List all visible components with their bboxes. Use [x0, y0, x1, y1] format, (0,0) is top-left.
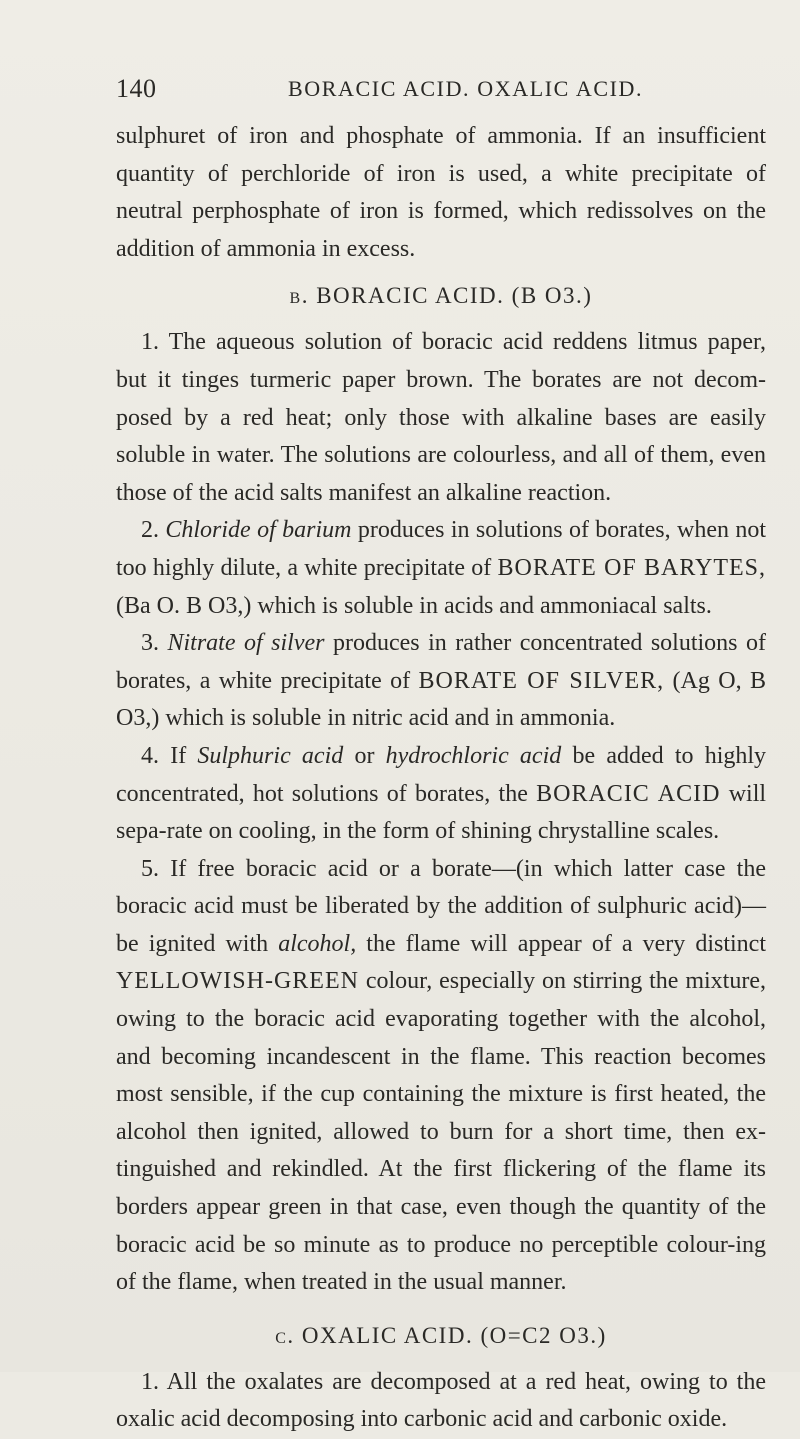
- paragraph-b2: [116, 512, 766, 625]
- running-title: BORACIC ACID. OXALIC ACID.: [288, 76, 644, 101]
- section-heading-boracic-acid: [116, 274, 766, 318]
- paragraph-b3: [116, 625, 766, 738]
- b5-text-2: the flame will appear of a very distinct: [366, 930, 766, 957]
- b2-tail: (Ba O. B O3,) which is soluble in acids and ammoniacal salts.: [116, 592, 712, 619]
- b2-reagent: Chloride of barium: [165, 517, 352, 544]
- paragraph-continuation: sulphuret of iron and phosphate of ammonia. If an insufficient quantity of perchloride of iron is used, a white precipitate of neutral perphosphate of iron is formed, which redissolves on the addition of ammonia in excess.: [116, 123, 766, 262]
- b4-text: be added to highly concentrated, hot solutions of borates, the: [116, 742, 767, 807]
- paragraph-b4: [116, 738, 766, 851]
- b5-colour: YELLOWISH-GREEN: [116, 968, 359, 995]
- b3-precipitate: BORATE OF SILVER,: [418, 667, 665, 694]
- paragraph-b5: [116, 851, 766, 1302]
- b3-number: 3.: [141, 630, 159, 657]
- b2-number: 2.: [141, 517, 159, 544]
- heading-boracic-label: b. BORACIC ACID. (B O3.): [289, 283, 593, 309]
- section-heading-oxalic-acid: [116, 1314, 766, 1358]
- page-number: 140: [116, 74, 157, 103]
- paragraph-c1: 1. All the oxalates are decomposed at a red heat, owing to the oxalic acid decomposing into carbonic acid and carbonic oxide.: [116, 1368, 766, 1433]
- b4-product: BORACIC ACID: [536, 780, 721, 807]
- b4-reagent-2: hydrochloric acid: [385, 742, 562, 769]
- b5-text-3: colour, especially on stirring the mixture, owing to the boracic acid evaporating together with the alcohol, and becoming incandescent in the flame. This reaction becomes most sensible, if the cup containing the mixture is first heated, the alcohol then ignited, allowed to burn for a short time, then ex-tinguished and rekindled. At the first flickering of the flame its borders appear green in that case, even though the quantity of the boracic acid be so minute as to produce no perceptible colour-ing of the flame, when treated in the usual manner.: [116, 968, 766, 1296]
- b3-reagent: Nitrate of silver: [167, 630, 325, 657]
- b4-number: 4. If: [141, 742, 187, 769]
- b5-reagent: alcohol,: [278, 930, 357, 957]
- heading-oxalic-label: c. OXALIC ACID. (O=C2 O3.): [275, 1322, 607, 1348]
- b5-text-1: 5. If free boracic acid or a borate—(in which latter case the boracic acid must be liberated by the addition of sulphuric acid)— be ignited with: [116, 855, 766, 957]
- b2-precipitate: BORATE OF BARYTES,: [497, 554, 766, 581]
- paragraph-b1: 1. The aqueous solution of boracic acid reddens litmus paper, but it tinges turmeric paper brown. The borates are not decom-posed by a red heat; only those with alkaline bases are easily soluble in water. The solutions are colourless, and all of them, even those of the acid salts manifest an alkaline reaction.: [116, 329, 766, 506]
- b4-tail: will sepa-rate on cooling, in the form of shining chrystalline scales.: [116, 780, 767, 845]
- b4-or: or: [354, 742, 375, 769]
- body-text: [116, 118, 766, 1439]
- running-head: [116, 74, 720, 108]
- b4-reagent-1: Sulphuric acid: [197, 742, 344, 769]
- b3-tail: (Ag O, B O3,) which is soluble in nitric acid and in ammonia.: [116, 667, 767, 732]
- b3-text: produces in rather concentrated solutions of borates, a white precipitate of: [116, 630, 767, 694]
- b2-text: produces in solutions of borates, when not too highly dilute, a white precipitate of: [116, 517, 767, 581]
